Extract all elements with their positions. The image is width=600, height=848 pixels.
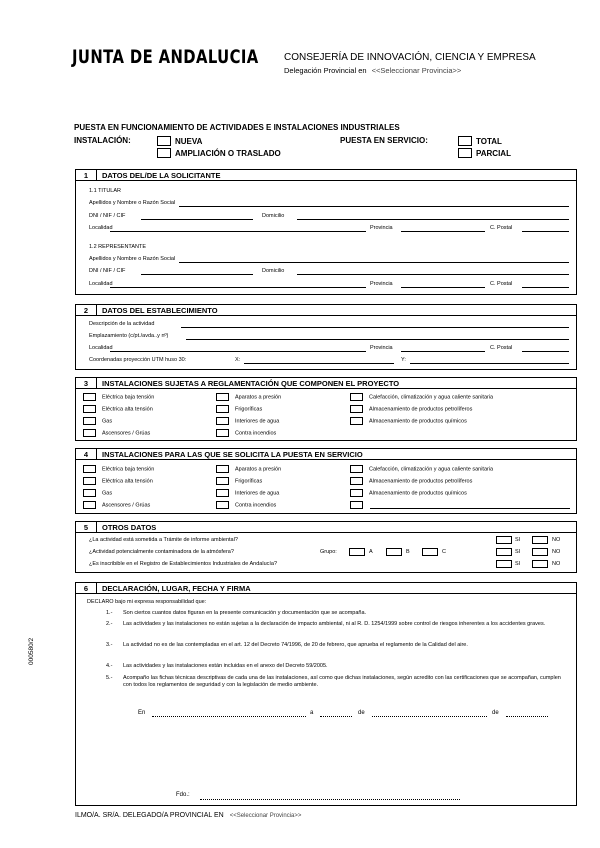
titular-localidad-field[interactable] (110, 231, 366, 232)
no-label: NO (552, 537, 561, 543)
section-header (76, 170, 576, 181)
mes-field[interactable] (372, 716, 487, 717)
check-item[interactable]: Interiores de agua (216, 417, 279, 425)
checkbox[interactable] (216, 489, 229, 497)
puesta-servicio-label: PUESTA EN SERVICIO: (340, 136, 428, 145)
check-item[interactable]: Eléctrica alta tensión (83, 477, 153, 485)
titular-apellidos-field[interactable] (179, 206, 569, 207)
parcial-checkbox[interactable] (458, 148, 472, 158)
q3-si-checkbox[interactable] (496, 560, 512, 568)
check-item[interactable]: Calefacción, climatización y agua caliente sanitaria (350, 393, 493, 401)
provincia-label: Provincia (370, 281, 393, 287)
titular-domicilio-field[interactable] (297, 219, 569, 220)
a-label: a (310, 710, 314, 716)
check-item[interactable]: Ascensores / Grúas (83, 429, 150, 437)
checkbox[interactable] (350, 417, 363, 425)
check-item[interactable]: Almacenamiento de productos petrolíferos (350, 477, 472, 485)
declaration-item: Acompaño las fichas técnicas descriptivas de cada una de las instalaciones, así como que dichas instalaciones, según acredito con las certificaciones que se acompañan, cumplen con todos los reglamentos de seguridad y con la legislación de medio ambiente. (123, 675, 561, 688)
emplazamiento-label: Emplazamiento (c/pt./avda..y nº) (89, 333, 169, 339)
item-number: 5.- (106, 675, 113, 681)
ampliacion-checkbox[interactable] (157, 148, 171, 158)
section-header (76, 378, 576, 389)
emplazamiento-field[interactable] (186, 339, 569, 340)
lugar-field[interactable] (152, 716, 306, 717)
section-title: DATOS DEL/DE LA SOLICITANTE (102, 171, 221, 180)
section-number: 3 (83, 379, 89, 388)
no-label: NO (552, 549, 561, 555)
domicilio-label: Domicilio (262, 213, 285, 219)
firma-field[interactable] (200, 799, 460, 800)
section-number: 4 (83, 450, 89, 459)
de-label: de (492, 710, 499, 716)
section-header (76, 522, 576, 533)
declaration-item: La actividad no es de las contempladas en el art. 12 del Decreto 74/1996, de 20 de febrero, que aprueba el reglamento de la Calidad del aire. (123, 642, 468, 648)
checkbox[interactable] (350, 393, 363, 401)
declaro-intro: DECLARO bajo mi expresa responsabilidad que: (87, 599, 207, 605)
anio-field[interactable] (506, 716, 548, 717)
section-solicitante (75, 169, 577, 295)
rep-domicilio-field[interactable] (297, 274, 569, 275)
grupo-label: Grupo: (320, 549, 337, 555)
checkbox[interactable] (83, 429, 96, 437)
declaration-item: Son ciertos cuantos datos figuran en la presente comunicación y documentación que se acompaña. (123, 610, 367, 616)
rep-provincia-field[interactable] (401, 287, 485, 288)
item-number: 4.- (106, 663, 113, 669)
si-label: SI (515, 561, 521, 567)
y-label: Y: (401, 357, 406, 363)
checkbox[interactable] (83, 393, 96, 401)
check-item[interactable]: Almacenamiento de productos petrolíferos (350, 405, 472, 413)
check-item[interactable]: Ascensores / Grúas (83, 501, 150, 509)
grupo-b-label: B (406, 549, 410, 555)
titular-cpostal-field[interactable] (522, 231, 569, 232)
checkbox[interactable] (216, 417, 229, 425)
domicilio-label: Domicilio (262, 268, 285, 274)
grupo-c-checkbox[interactable] (422, 548, 438, 556)
checkbox[interactable] (216, 429, 229, 437)
check-item[interactable]: Almacenamiento de productos químicos (350, 489, 467, 497)
check-item[interactable]: Eléctrica alta tensión (83, 405, 153, 413)
question-informe-ambiental: ¿La actividad está sometida a Trámite de informe ambiental? (89, 537, 238, 543)
localidad-label: Localidad (89, 225, 113, 231)
ampliacion-label: AMPLIACIÓN O TRASLADO (175, 149, 281, 158)
total-checkbox[interactable] (458, 136, 472, 146)
check-item[interactable]: Frigoríficas (216, 405, 262, 413)
cpostal-label: C. Postal (490, 345, 513, 351)
section-title: INSTALACIONES SUJETAS A REGLAMENTACIÓN QUE COMPONEN EL PROYECTO (102, 379, 400, 388)
total-label: TOTAL (476, 137, 502, 146)
check-item[interactable]: Calefacción, climatización y agua caliente sanitaria (350, 465, 493, 473)
checkbox[interactable] (83, 417, 96, 425)
si-label: SI (515, 549, 521, 555)
dia-field[interactable] (320, 716, 352, 717)
checkbox[interactable] (216, 465, 229, 473)
checkbox[interactable] (83, 405, 96, 413)
titular-dni-field[interactable] (141, 219, 253, 220)
check-item[interactable]: Almacenamiento de productos químicos (350, 417, 467, 425)
section-title: DECLARACIÓN, LUGAR, FECHA Y FIRMA (102, 584, 251, 593)
item-number: 3.- (106, 642, 113, 648)
q2-si-checkbox[interactable] (496, 548, 512, 556)
declaration-item: Las actividades y las instalaciones están incluidas en el anexo del Decreto 59/2005. (123, 663, 328, 669)
grupo-b-checkbox[interactable] (386, 548, 402, 556)
apellidos-label: Apellidos y Nombre o Razón Social (89, 200, 176, 206)
dni-label: DNI / NIF / CIF (89, 213, 126, 219)
apellidos-label: Apellidos y Nombre o Razón Social (89, 256, 176, 262)
si-label: SI (515, 537, 521, 543)
check-item[interactable] (350, 501, 369, 509)
checkbox[interactable] (350, 489, 363, 497)
section-header (76, 583, 576, 594)
section-title: INSTALACIONES PARA LAS QUE SE SOLICITA LA PUESTA EN SERVICIO (102, 450, 363, 459)
coordenadas-label: Coordenadas proyección UTM huso 30: (89, 357, 187, 363)
titular-heading: 1.1 TITULAR (89, 188, 121, 194)
grupo-a-checkbox[interactable] (349, 548, 365, 556)
item-number: 2.- (106, 621, 113, 627)
cpostal-label: C. Postal (490, 281, 513, 287)
rep-apellidos-field[interactable] (179, 262, 569, 263)
check-item[interactable]: Eléctrica baja tensión (83, 465, 154, 473)
question-registro: ¿Es inscribible en el Registro de Establecimientos Industriales de Andalucía? (89, 561, 278, 567)
localidad-label: Localidad (89, 345, 113, 351)
checkbox[interactable] (83, 501, 96, 509)
parcial-label: PARCIAL (476, 149, 511, 158)
en-label: En (138, 710, 146, 716)
rep-localidad-field[interactable] (110, 287, 366, 288)
est-localidad-field[interactable] (110, 351, 366, 352)
descripcion-field[interactable] (181, 327, 569, 328)
check-item[interactable]: Frigoríficas (216, 477, 262, 485)
check-item[interactable]: Aparatos a presión (216, 393, 281, 401)
checkbox[interactable] (350, 501, 363, 509)
check-item[interactable]: Interiores de agua (216, 489, 279, 497)
checkbox[interactable] (216, 501, 229, 509)
footer-destinatario (75, 812, 301, 819)
grupo-c-label: C (442, 549, 446, 555)
footer-provincia-select[interactable]: <<Seleccionar Provincia>> (229, 813, 302, 819)
check-item[interactable]: Eléctrica baja tensión (83, 393, 154, 401)
no-label: NO (552, 561, 561, 567)
delegacion-label: Delegación Provincial en (284, 66, 367, 75)
cpostal-label: C. Postal (490, 225, 513, 231)
utm-y-field[interactable] (410, 363, 569, 364)
utm-x-field[interactable] (244, 363, 394, 364)
est-cpostal-field[interactable] (522, 351, 569, 352)
section-header (76, 305, 576, 316)
q1-no-checkbox[interactable] (532, 536, 548, 544)
check-item[interactable]: Gas (83, 489, 112, 497)
provincia-select[interactable]: <<Seleccionar Provincia>> (371, 66, 462, 75)
grupo-a-label: A (369, 549, 373, 555)
check-item[interactable]: Gas (83, 417, 112, 425)
checkbox[interactable] (216, 393, 229, 401)
check-item[interactable]: Aparatos a presión (216, 465, 281, 473)
localidad-label: Localidad (89, 281, 113, 287)
junta-logo: JUNTA DE ANDALUCIA (72, 46, 259, 68)
nueva-label: NUEVA (175, 137, 203, 146)
provincia-label: Provincia (370, 225, 393, 231)
q3-no-checkbox[interactable] (532, 560, 548, 568)
dni-label: DNI / NIF / CIF (89, 268, 126, 274)
x-label: X: (235, 357, 241, 363)
form-title: PUESTA EN FUNCIONAMIENTO DE ACTIVIDADES E INSTALACIONES INDUSTRIALES (74, 123, 400, 132)
section-number: 2 (83, 306, 89, 315)
checkbox[interactable] (350, 405, 363, 413)
section-number: 5 (83, 523, 89, 532)
descripcion-label: Descripción de la actividad (89, 321, 155, 327)
representante-heading: 1.2 REPRESENTANTE (89, 244, 147, 250)
footer-label: ILMO/A. SR/A. DELEGADO/A PROVINCIAL EN (75, 812, 224, 819)
otra-instalacion-field[interactable] (370, 508, 570, 509)
checkbox[interactable] (216, 477, 229, 485)
provincia-label: Provincia (370, 345, 393, 351)
section-title: OTROS DATOS (102, 523, 157, 532)
form-code: 000580/2 (28, 637, 35, 665)
titular-provincia-field[interactable] (401, 231, 485, 232)
item-number: 1.- (106, 610, 113, 616)
declaration-item: Las actividades y las instalaciones no están sujetas a la declaración de impacto ambiental, ni al R. D. 1254/1999 sobre control de riesgos inherentes a los accidentes graves. (123, 621, 546, 627)
rep-cpostal-field[interactable] (522, 287, 569, 288)
delegacion-line (284, 66, 461, 75)
checkbox[interactable] (83, 489, 96, 497)
checkbox[interactable] (83, 477, 96, 485)
rep-dni-field[interactable] (141, 274, 253, 275)
est-provincia-field[interactable] (401, 351, 485, 352)
section-number: 6 (83, 584, 89, 593)
check-item[interactable]: Contra incendios (216, 429, 276, 437)
checkbox[interactable] (350, 465, 363, 473)
checkbox[interactable] (216, 405, 229, 413)
section-title: DATOS DEL ESTABLECIMIENTO (102, 306, 218, 315)
fdo-label: Fdo.: (176, 792, 190, 798)
checkbox[interactable] (83, 465, 96, 473)
check-item[interactable]: Contra incendios (216, 501, 276, 509)
question-contaminadora: ¿Actividad potencialmente contaminadora de la atmósfera? (89, 549, 234, 555)
nueva-checkbox[interactable] (157, 136, 171, 146)
section-number: 1 (83, 171, 89, 180)
checkbox[interactable] (350, 477, 363, 485)
consejeria-name: CONSEJERÍA DE INNOVACIÓN, CIENCIA Y EMPRESA (284, 52, 536, 63)
de-label: de (358, 710, 365, 716)
q1-si-checkbox[interactable] (496, 536, 512, 544)
section-header (76, 449, 576, 460)
q2-no-checkbox[interactable] (532, 548, 548, 556)
instalacion-label: INSTALACIÓN: (74, 136, 131, 145)
